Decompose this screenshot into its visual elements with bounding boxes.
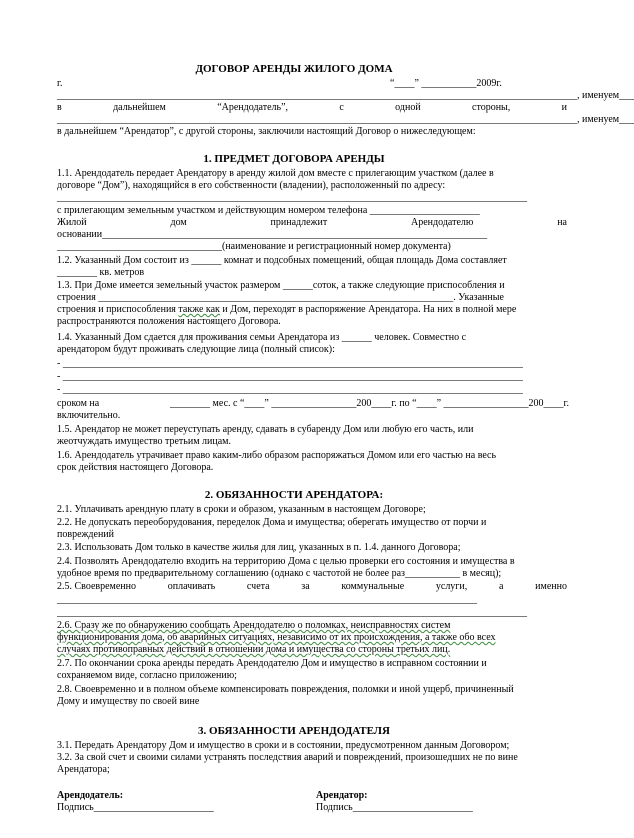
s2-line-marked: случаях противоправных действий в отношении дома и имущества со стороны третьих лиц. [57, 644, 451, 655]
s1-line: ________ кв. метров [57, 267, 145, 278]
s1-line: распространяются положения настоящего Договора. [57, 316, 281, 327]
s1-line: срок действия настоящего Договора. [57, 462, 214, 473]
s2-line: 2.2. Не допускать переоборудования, переделок Дома и имущества; оберегать имущество от порчи и [57, 517, 487, 528]
s2-line: 2.4. Позволять Арендодателю входить на территорию Дома с целью проверки его состояния и имущества в [57, 556, 515, 567]
landlord-signature-label: Арендодатель: [57, 790, 124, 801]
landlord-signature-line: Подпись________________________ [57, 802, 214, 813]
s2-line: 2.1. Уплачивать арендную плату в сроки и образом, указанным в настоящем Договоре; [57, 504, 426, 515]
s1-line: основании_____________________________________________________________________________ [57, 229, 488, 240]
s2-line-marked: функционирования дома, об аварийных ситуациях, независимо от их происхождения, а также обо всех [57, 632, 496, 643]
s3-line: 3.2. За свой счет и своими силами устранять последствия аварий и повреждений, произошедших не по вине [57, 752, 518, 763]
s2-line: сохраняемом виде, согласно приложению; [57, 670, 237, 681]
document-title: ДОГОВОР АРЕНДЫ ЖИЛОГО ДОМА [195, 63, 393, 75]
s1-line: жеотчуждать имущество третьим лицам. [57, 436, 231, 447]
s3-line: 3.1. Передать Арендатору Дом и имущество в сроки и в состоянии, предусмотренном данным Договором; [57, 740, 510, 751]
s2-line: Дому и имуществу по своей вине [57, 696, 200, 707]
s2-line: повреждений [57, 529, 115, 540]
s1-line: с прилегающим земельным участком и действующим номером телефона ______________________ [57, 205, 480, 216]
term-line: сроком на ________ мес. с “____” _________________200____г. по “____” _________________200____г. [57, 398, 569, 409]
city-prefix: г. [57, 78, 63, 89]
s1-line: строения _______________________________________________________________________. Указанные [57, 292, 504, 303]
tenant-name-line: ________________________________________________________________________________________________________, именуем___ [57, 114, 634, 125]
header-line-2: в дальнейшем “Арендодатель”, с одной стороны, и [57, 102, 567, 113]
s1-line: договоре “Дом”), находящийся в его собственности (владении), расположенный по адресу: [57, 180, 446, 191]
s1-justified-line: Жилой дом принадлежит Арендодателю на [57, 217, 567, 228]
s2-justified-line: 2.5. Своевременно оплачивать счета за коммунальные услуги, а именно [57, 581, 567, 592]
address-field-line: ______________________________________________________________________________________________ [57, 192, 527, 203]
tenant-signature-label: Арендатор: [316, 790, 368, 801]
occupant-line: - ____________________________________________________________________________________________ [57, 384, 523, 395]
s2-line-marked: 2.6. Сразу же по обнаружению сообщать Арендодателю о поломках, неисправностях систем [57, 620, 451, 631]
s1-line: 1.6. Арендодатель утрачивает право каким-либо образом распоряжаться Домом или его частью на весь [57, 450, 497, 461]
s1-line: _________________________________(наименование и регистрационный номер документа) [57, 241, 451, 252]
s1-line: 1.4. Указанный Дом сдается для проживания семьи Арендатора из ______ человек. Совместно с [57, 332, 467, 343]
s1-line: арендатором будут проживать следующие лица (полный список): [57, 344, 335, 355]
s1-line: включительно. [57, 410, 121, 421]
s1-line: 1.3. При Доме имеется земельный участок размером ______соток, а также следующие приспособления и [57, 280, 505, 291]
s1-line: 1.5. Арендатор не может переуступать аренду, сдавать в субаренду Дом или любую его часть, или [57, 424, 474, 435]
s2-line: 2.7. По окончании срока аренды передать Арендодателю Дом и имущество в исправном состоянии и [57, 658, 487, 669]
s1-line-with-marks: строения и приспособления также как и Дом, переходят в распоряжение Арендатора. На них в полной мере [57, 304, 517, 315]
utilities-field-line: ______________________________________________________________________________________________ [57, 607, 527, 618]
occupant-line: - ____________________________________________________________________________________________ [57, 371, 523, 382]
occupant-line: - ____________________________________________________________________________________________ [57, 358, 523, 369]
tenant-signature-line: Подпись________________________ [316, 802, 473, 813]
s1-line: 1.2. Указанный Дом состоит из ______ комнат и подсобных помещений, общая площадь Дома составляет [57, 255, 507, 266]
utilities-field-line: ____________________________________________________________________________________ [57, 594, 477, 605]
section-1-title: 1. ПРЕДМЕТ ДОГОВОРА АРЕНДЫ [203, 153, 385, 165]
s2-line: удобное время по предварительному соглашению (однако с частотой не более раз___________ в месяц); [57, 568, 502, 579]
contract-date: “____” ___________2009г. [390, 78, 502, 89]
header-line-4: в дальнейшем “Арендатор”, с другой стороны, заключили настоящий Договор о нижеследующем: [57, 126, 476, 137]
s1-line: 1.1. Арендодатель передает Арендатору в аренду жилой дом вместе с прилегающим участком (далее в [57, 168, 494, 179]
section-2-title: 2. ОБЯЗАННОСТИ АРЕНДАТОРА: [204, 489, 384, 501]
s2-line: 2.8. Своевременно и в полном объеме компенсировать повреждения, поломки и иной ущерб, причиненный [57, 684, 514, 695]
landlord-name-line: ________________________________________________________________________________________________________, именуем___ [57, 90, 634, 101]
s3-line: Арендатора; [57, 764, 110, 775]
section-3-title: 3. ОБЯЗАННОСТИ АРЕНДОДАТЕЛЯ [198, 725, 390, 737]
s2-line: 2.3. Использовать Дом только в качестве жилья для лиц, указанных в п. 1.4. данного Договора; [57, 542, 461, 553]
